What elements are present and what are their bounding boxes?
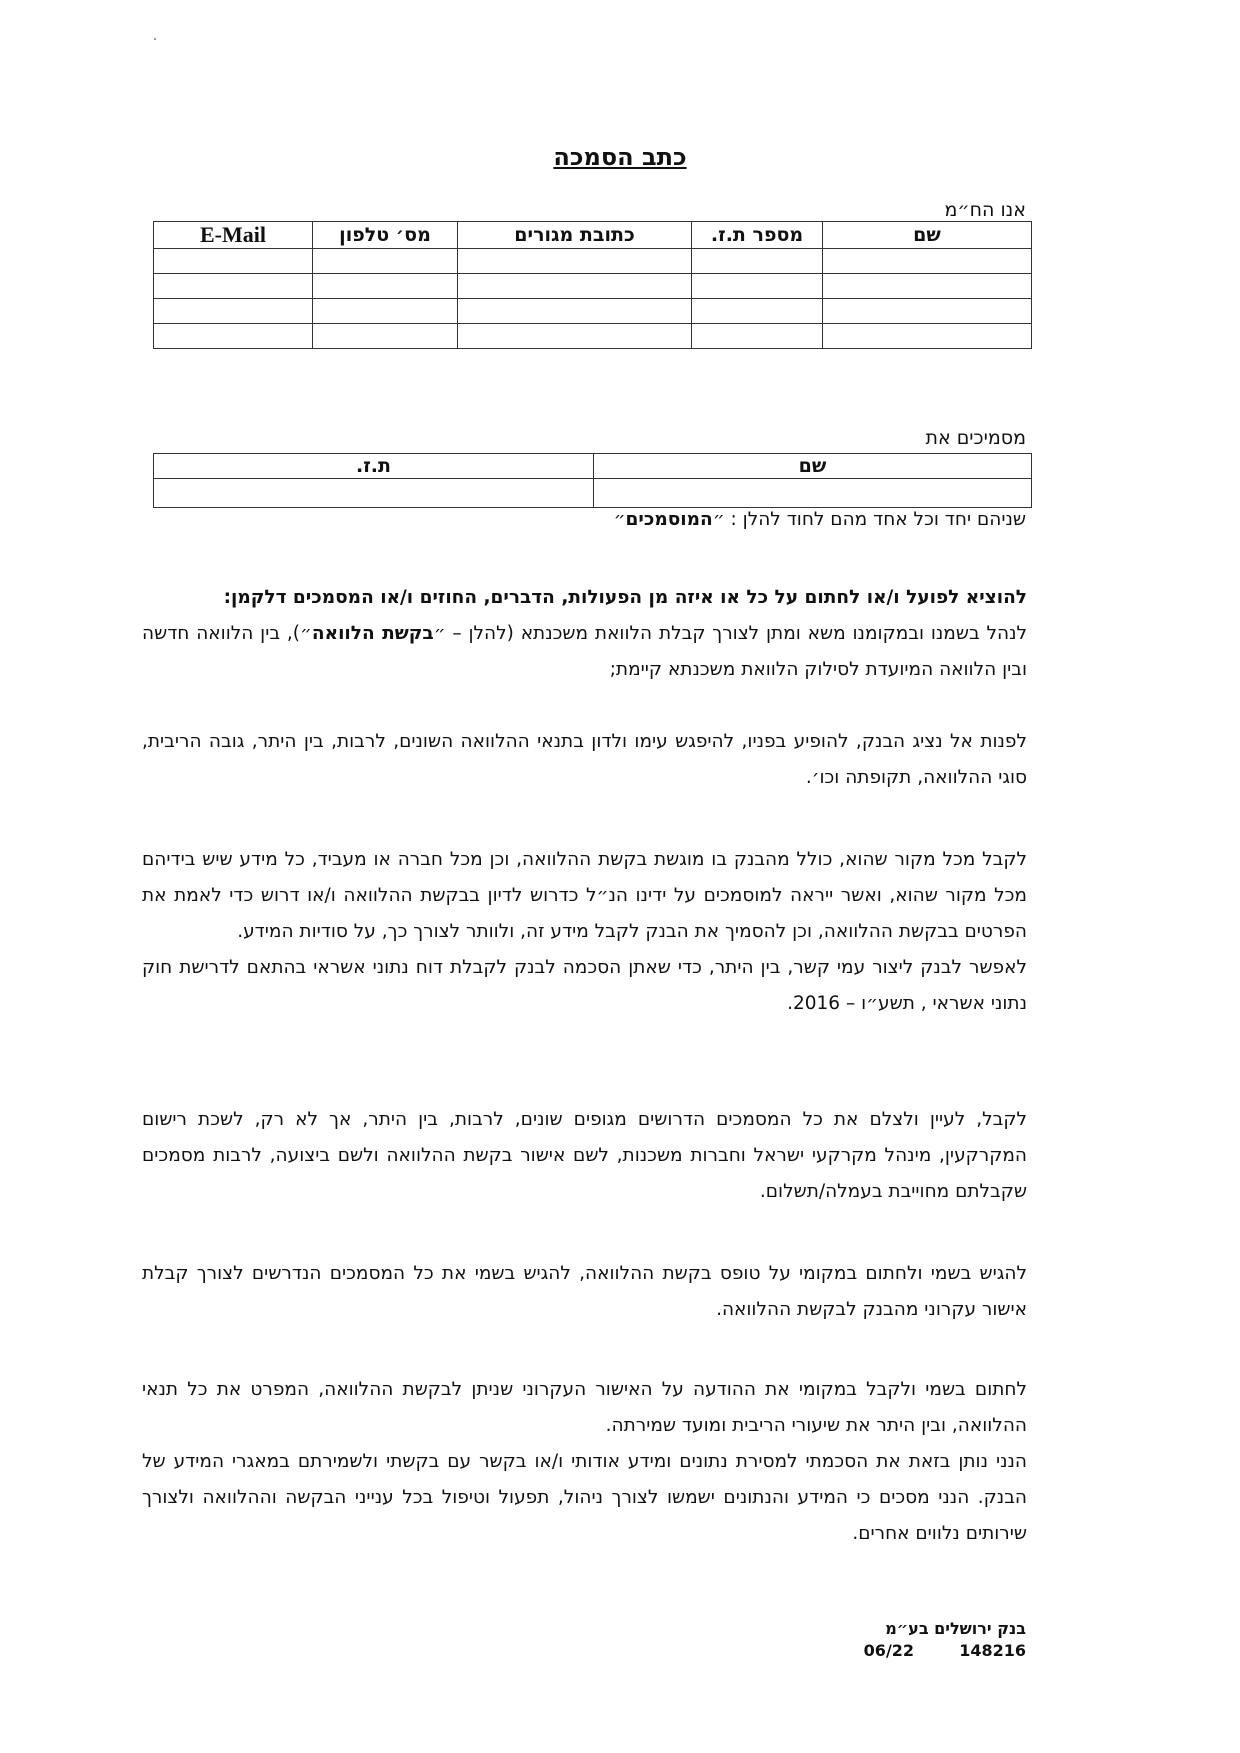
table-row [154, 274, 1032, 299]
cell-address[interactable] [458, 274, 692, 299]
cell-address[interactable] [458, 249, 692, 274]
cell-id[interactable] [692, 299, 823, 324]
cell-address[interactable] [458, 324, 692, 349]
cell-phone[interactable] [313, 324, 458, 349]
cell-id[interactable] [154, 479, 594, 508]
header-name: שם [823, 222, 1032, 249]
both-together-bold: המוסמכים [625, 509, 713, 530]
table-row [154, 324, 1032, 349]
scan-speck [154, 38, 156, 40]
paragraph-7-block [142, 1372, 1027, 1552]
authority-block [142, 580, 1027, 688]
footer-codes [864, 1640, 1026, 1662]
paragraph-3: לקבל מכל מקור שהוא, כולל מהבנק בו מוגשת בקשת ההלוואה, וכן מכל חברה או מעביד, כל מידע שיש בידיהם מכל מקור שהוא, ואשר ייראה למוסמכים על ידינו הנ״ל כדרוש לדיון בבקשת ההלוואה ו/או דרוש כדי לאמת את הפרטים בבקשת ההלוואה, וכן להסמיך את הבנק לקבל מידע זה, ולוותר לצורך כך, על סודיות המידע. [142, 849, 1027, 942]
header-email: E-Mail [154, 222, 313, 249]
footer-form-code: 148216 [959, 1641, 1026, 1660]
cell-email[interactable] [154, 249, 313, 274]
table-row [154, 479, 1032, 508]
table-header-row [154, 222, 1032, 249]
signatories-intro: אנו הח״מ [944, 199, 1026, 221]
footer [864, 1618, 1026, 1662]
loan-request-term: בקשת הלוואה [311, 623, 434, 644]
header-phone: מס׳ טלפון [313, 222, 458, 249]
paragraph-2: לפנות אל נציג הבנק, להופיע בפניו, להיפגש עימו ולדון בתנאי ההלוואה השונים, לרבות, בין היתר, גובה הריבית, סוגי ההלוואה, תקופתה וכו׳. [142, 731, 1027, 788]
paragraph-1 [142, 616, 1027, 688]
table-row [154, 249, 1032, 274]
paragraph-8: הנני נותן בזאת את הסכמתי למסירת נתונים ומידע אודותי ו/או בקשר עם בקשתי ולשמירתם במאגרי המידע של הבנק. הנני מסכים כי המידע והנתונים ישמשו לצורך ניהול, תפעול וטיפול בכל ענייני הבקשה וההלוואה ולצורך שירותים נלווים אחרים. [142, 1451, 1027, 1544]
cell-address[interactable] [458, 299, 692, 324]
cell-phone[interactable] [313, 274, 458, 299]
paragraph-6: להגיש בשמי ולחתום במקומי על טופס בקשת ההלוואה, להגיש בשמי את כל המסמכים הנדרשים לצורך קבלת אישור עקרוני מהבנק לבקשת ההלוואה. [142, 1263, 1027, 1320]
cell-name[interactable] [823, 324, 1032, 349]
cell-name[interactable] [823, 299, 1032, 324]
both-together-suffix: ״ [613, 509, 626, 530]
cell-email[interactable] [154, 299, 313, 324]
paragraph-5: לקבל, לעיין ולצלם את כל המסמכים הדרושים מגופים שונים, לרבות, בין היתר, אך לא רק, לשכת רישום המקרקעין, מינהל מקרקעי ישראל וחברות משכנות, לשם אישור בקשת ההלוואה ולשם ביצועה, לרבות מסמכים שקבלתם מחוייבת בעמלה/תשלום. [142, 1109, 1027, 1202]
paragraph-1-start: לנהל בשמנו ובמקומנו משא ומתן לצורך קבלת הלוואת משכנתא (להלן – ״ [433, 623, 1027, 644]
paragraph-7: לחתום בשמי ולקבל במקומי את ההודעה על האישור העקרוני שניתן לבקשת ההלוואה, המפרט את כל תנאי ההלוואה, ובין היתר את שיעורי הריבית ומועד שמירתה. [142, 1379, 1027, 1436]
paragraph-1-end: ״), בין הלוואה חדשה ובין הלוואה המיועדת לסילוק הלוואת משכנתא קיימת; [142, 623, 1027, 680]
both-together-line [614, 509, 1026, 530]
header-address: כתובת מגורים [458, 222, 692, 249]
table-row [154, 299, 1032, 324]
cell-phone[interactable] [313, 299, 458, 324]
cell-id[interactable] [692, 324, 823, 349]
document-title: כתב הסמכה [553, 143, 687, 171]
cell-email[interactable] [154, 274, 313, 299]
both-together-prefix: שניהם יחד וכל אחד מהם לחוד להלן : ״ [712, 509, 1026, 530]
signatories-table [153, 221, 1032, 349]
authorized-intro: מסמיכים את [925, 427, 1026, 449]
authority-heading: להוציא לפועל ו/או לחתום על כל או איזה מן הפעולות, הדברים, החוזים ו/או המסמכים דלקמן: [223, 587, 1027, 608]
table-header-row [154, 454, 1032, 479]
cell-name[interactable] [823, 249, 1032, 274]
cell-id[interactable] [692, 274, 823, 299]
cell-name[interactable] [594, 479, 1032, 508]
cell-name[interactable] [823, 274, 1032, 299]
header-id-number: מספר ת.ז. [692, 222, 823, 249]
cell-phone[interactable] [313, 249, 458, 274]
authorized-table [153, 453, 1032, 508]
header-id: ת.ז. [154, 454, 594, 479]
header-name: שם [594, 454, 1032, 479]
footer-bank-name: בנק ירושלים בע״מ [885, 1619, 1026, 1638]
paragraph-4: לאפשר לבנק ליצור עמי קשר, בין היתר, כדי שאתן הסכמה לבנק לקבלת דוח נתוני אשראי בהתאם לדרישת חוק נתוני אשראי , תשע״ו – 2016. [142, 957, 1027, 1014]
cell-email[interactable] [154, 324, 313, 349]
cell-id[interactable] [692, 249, 823, 274]
paragraph-3-block [142, 842, 1027, 1022]
footer-date: 06/22 [863, 1641, 915, 1660]
